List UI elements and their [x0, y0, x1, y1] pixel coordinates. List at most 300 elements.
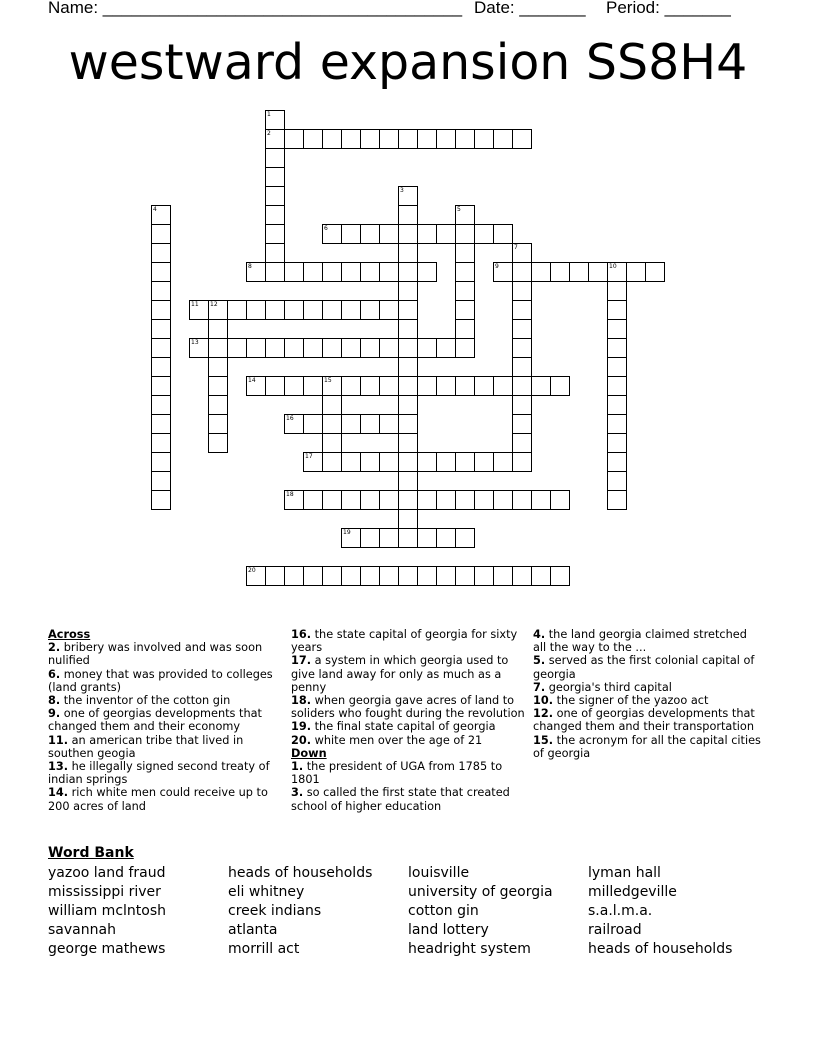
grid-cell[interactable]: [360, 129, 380, 149]
grid-cell[interactable]: [227, 338, 247, 358]
grid-cell[interactable]: [512, 395, 532, 415]
grid-cell[interactable]: [303, 129, 323, 149]
grid-cell[interactable]: [607, 319, 627, 339]
word-bank-item: railroad: [588, 922, 642, 938]
grid-cell[interactable]: [208, 414, 228, 434]
grid-cell[interactable]: [208, 300, 228, 320]
clue: 16. the state capital of georgia for sixty years: [291, 628, 518, 655]
grid-cell[interactable]: [189, 300, 209, 320]
word-bank-column: [588, 864, 732, 959]
clue-number: 8: [248, 263, 252, 270]
grid-cell[interactable]: [436, 338, 456, 358]
word-bank-item: savannah: [48, 922, 116, 938]
grid-cell[interactable]: [303, 452, 323, 472]
clue: 17. a system in which georgia used to give land away for only as much as a penny: [291, 654, 509, 694]
grid-cell[interactable]: [607, 395, 627, 415]
grid-cell[interactable]: [341, 262, 361, 282]
word-bank-item: heads of households: [588, 941, 733, 957]
grid-cell[interactable]: [645, 262, 665, 282]
grid-cell[interactable]: [341, 452, 361, 472]
grid-cell[interactable]: [493, 224, 513, 244]
grid-cell[interactable]: [474, 129, 494, 149]
clue-number: 17: [305, 453, 313, 460]
grid-cell[interactable]: [398, 566, 418, 586]
grid-cell[interactable]: [607, 357, 627, 377]
clue: 9. one of georgias developments that changed them and their economy: [48, 707, 262, 734]
clue-number: 18: [286, 491, 294, 498]
grid-cell[interactable]: [379, 452, 399, 472]
word-bank-item: land lottery: [408, 922, 489, 938]
grid-cell[interactable]: [151, 395, 171, 415]
grid-cell[interactable]: [151, 300, 171, 320]
grid-cell[interactable]: [151, 471, 171, 491]
grid-cell[interactable]: [436, 566, 456, 586]
grid-cell[interactable]: [208, 319, 228, 339]
grid-cell[interactable]: [455, 243, 475, 263]
grid-cell[interactable]: [550, 376, 570, 396]
grid-cell[interactable]: [284, 129, 304, 149]
grid-cell[interactable]: [322, 376, 342, 396]
grid-cell[interactable]: [284, 300, 304, 320]
grid-cell[interactable]: [284, 338, 304, 358]
grid-cell[interactable]: [474, 490, 494, 510]
clue-number: 14: [248, 377, 256, 384]
clue: 1. the president of UGA from 1785 to 1801: [291, 760, 503, 787]
clue-number: 2.: [48, 641, 61, 655]
grid-cell[interactable]: [455, 224, 475, 244]
page-title: westward expansion SS8H4: [68, 34, 748, 91]
grid-cell[interactable]: [341, 129, 361, 149]
grid-cell[interactable]: [208, 395, 228, 415]
grid-cell[interactable]: [246, 300, 266, 320]
grid-cell[interactable]: [360, 376, 380, 396]
clue-number: 12.: [533, 707, 554, 721]
grid-cell[interactable]: [341, 224, 361, 244]
clues-column-3: [533, 628, 763, 760]
clue-number: 3: [400, 187, 404, 194]
word-bank-item: milledgeville: [588, 884, 677, 900]
grid-cell[interactable]: [398, 319, 418, 339]
grid-cell[interactable]: [417, 566, 437, 586]
grid-cell[interactable]: [531, 566, 551, 586]
grid-cell[interactable]: [455, 376, 475, 396]
grid-cell[interactable]: [512, 490, 532, 510]
grid-cell[interactable]: [512, 357, 532, 377]
grid-cell[interactable]: [398, 262, 418, 282]
grid-cell[interactable]: [455, 319, 475, 339]
grid-cell[interactable]: [151, 357, 171, 377]
grid-cell[interactable]: [417, 262, 437, 282]
grid-cell[interactable]: [398, 490, 418, 510]
grid-cell[interactable]: [493, 490, 513, 510]
clue: 11. an american tribe that lived in southen geogia: [48, 733, 244, 760]
grid-cell[interactable]: [246, 338, 266, 358]
grid-cell[interactable]: [322, 490, 342, 510]
word-bank-item: eli whitney: [228, 884, 305, 900]
grid-cell[interactable]: [474, 452, 494, 472]
grid-cell[interactable]: [360, 224, 380, 244]
grid-cell[interactable]: [455, 262, 475, 282]
clue-number: 9.: [48, 707, 61, 721]
grid-cell[interactable]: [531, 262, 551, 282]
clue-number: 13: [191, 339, 199, 346]
grid-cell[interactable]: [455, 129, 475, 149]
grid-cell[interactable]: [455, 528, 475, 548]
grid-cell[interactable]: [303, 262, 323, 282]
clue-number: 5.: [533, 654, 546, 668]
grid-cell[interactable]: [151, 338, 171, 358]
clue-number: 14.: [48, 786, 69, 800]
clue: 3. so called the first state that created school of higher education: [291, 786, 510, 813]
grid-cell[interactable]: [512, 338, 532, 358]
grid-cell[interactable]: [417, 338, 437, 358]
grid-cell[interactable]: [493, 452, 513, 472]
clue-number: 1: [267, 111, 271, 118]
grid-cell[interactable]: [607, 490, 627, 510]
grid-cell[interactable]: [322, 414, 342, 434]
grid-cell[interactable]: [246, 376, 266, 396]
grid-cell[interactable]: [265, 224, 285, 244]
clues-column-2: [291, 628, 527, 813]
grid-cell[interactable]: [455, 566, 475, 586]
word-bank-item: george mathews: [48, 941, 166, 957]
grid-cell[interactable]: [151, 490, 171, 510]
grid-cell[interactable]: [436, 490, 456, 510]
grid-cell[interactable]: [398, 452, 418, 472]
clue-number: 6.: [48, 667, 61, 681]
grid-cell[interactable]: [531, 376, 551, 396]
grid-cell[interactable]: [265, 148, 285, 168]
clue: 14. rich white men could receive up to 200 acres of land: [48, 786, 268, 813]
grid-cell[interactable]: [151, 224, 171, 244]
grid-cell[interactable]: [398, 376, 418, 396]
period-field[interactable]: Period: _______: [606, 0, 731, 17]
grid-cell[interactable]: [360, 262, 380, 282]
grid-cell[interactable]: [265, 338, 285, 358]
grid-cell[interactable]: [322, 224, 342, 244]
grid-cell[interactable]: [417, 452, 437, 472]
grid-cell[interactable]: [151, 433, 171, 453]
grid-cell[interactable]: [398, 338, 418, 358]
grid-cell[interactable]: [379, 262, 399, 282]
grid-cell[interactable]: [550, 566, 570, 586]
grid-cell[interactable]: [360, 300, 380, 320]
grid-cell[interactable]: [550, 262, 570, 282]
grid-cell[interactable]: [341, 338, 361, 358]
grid-cell[interactable]: [208, 376, 228, 396]
grid-cell[interactable]: [417, 490, 437, 510]
clue-number: 17.: [291, 654, 312, 668]
clue-number: 2: [267, 130, 271, 137]
grid-cell[interactable]: [151, 262, 171, 282]
grid-cell[interactable]: [246, 262, 266, 282]
grid-cell[interactable]: [436, 129, 456, 149]
grid-cell[interactable]: [474, 376, 494, 396]
grid-cell[interactable]: [322, 395, 342, 415]
grid-cell[interactable]: [151, 205, 171, 225]
grid-cell[interactable]: [607, 300, 627, 320]
clue-number: 9: [495, 263, 499, 270]
grid-cell[interactable]: [512, 319, 532, 339]
grid-cell[interactable]: [398, 300, 418, 320]
grid-cell[interactable]: [512, 414, 532, 434]
grid-cell[interactable]: [455, 452, 475, 472]
grid-cell[interactable]: [341, 490, 361, 510]
grid-cell[interactable]: [265, 300, 285, 320]
clue-number: 13.: [48, 760, 69, 774]
grid-cell[interactable]: [379, 490, 399, 510]
clue-number: 19.: [291, 720, 312, 734]
grid-cell[interactable]: [436, 224, 456, 244]
grid-cell[interactable]: [284, 414, 304, 434]
word-bank-item: morrill act: [228, 941, 300, 957]
word-bank-item: headright system: [408, 941, 531, 957]
grid-cell[interactable]: [607, 338, 627, 358]
grid-cell[interactable]: [303, 414, 323, 434]
grid-cell[interactable]: [455, 338, 475, 358]
word-bank-item: mississippi river: [48, 884, 161, 900]
grid-cell[interactable]: [284, 376, 304, 396]
grid-cell[interactable]: [398, 509, 418, 529]
grid-cell[interactable]: [284, 262, 304, 282]
clue-number: 7: [514, 244, 518, 251]
grid-cell[interactable]: [512, 243, 532, 263]
grid-cell[interactable]: [322, 300, 342, 320]
word-bank-item: creek indians: [228, 903, 322, 919]
grid-cell[interactable]: [455, 300, 475, 320]
grid-cell[interactable]: [360, 566, 380, 586]
grid-cell[interactable]: [398, 471, 418, 491]
grid-cell[interactable]: [436, 376, 456, 396]
grid-cell[interactable]: [398, 528, 418, 548]
grid-cell[interactable]: [265, 129, 285, 149]
grid-cell[interactable]: [265, 110, 285, 130]
grid-cell[interactable]: [398, 224, 418, 244]
grid-cell[interactable]: [208, 433, 228, 453]
clue-number: 20.: [291, 733, 312, 747]
grid-cell[interactable]: [265, 262, 285, 282]
grid-cell[interactable]: [493, 129, 513, 149]
grid-cell[interactable]: [322, 129, 342, 149]
grid-cell[interactable]: [379, 528, 399, 548]
grid-cell[interactable]: [322, 338, 342, 358]
word-bank-item: s.a.l.m.a.: [588, 903, 653, 919]
clue: 18. when georgia gave acres of land to soliders who fought during the revolution: [291, 694, 525, 721]
grid-cell[interactable]: [493, 376, 513, 396]
word-bank-item: university of georgia: [408, 884, 553, 900]
grid-cell[interactable]: [151, 243, 171, 263]
grid-cell[interactable]: [512, 262, 532, 282]
grid-cell[interactable]: [512, 452, 532, 472]
grid-cell[interactable]: [360, 490, 380, 510]
clue: 15. the acronym for all the capital cities of georgia: [533, 733, 761, 760]
grid-cell[interactable]: [588, 262, 608, 282]
grid-cell[interactable]: [208, 357, 228, 377]
word-bank-item: yazoo land fraud: [48, 865, 166, 881]
clue: 5. served as the first colonial capital of georgia: [533, 654, 755, 681]
grid-cell[interactable]: [379, 566, 399, 586]
clue-number: 1.: [291, 760, 304, 774]
grid-cell[interactable]: [493, 566, 513, 586]
grid-cell[interactable]: [455, 490, 475, 510]
clue: 6. money that was provided to colleges (land grants): [48, 667, 273, 694]
grid-cell[interactable]: [151, 281, 171, 301]
clue: 13. he illegally signed second treaty of indian springs: [48, 760, 270, 787]
grid-cell[interactable]: [360, 414, 380, 434]
grid-cell[interactable]: [607, 414, 627, 434]
clue-number: 11: [191, 301, 199, 308]
clue: 4. the land georgia claimed stretched all the way to the ...: [533, 628, 747, 655]
down-heading: Down: [291, 746, 327, 760]
grid-cell[interactable]: [417, 528, 437, 548]
grid-cell[interactable]: [379, 300, 399, 320]
grid-cell[interactable]: [322, 262, 342, 282]
grid-cell[interactable]: [284, 490, 304, 510]
grid-cell[interactable]: [398, 433, 418, 453]
grid-cell[interactable]: [607, 452, 627, 472]
grid-cell[interactable]: [417, 129, 437, 149]
word-bank-item: cotton gin: [408, 903, 479, 919]
grid-cell[interactable]: [303, 338, 323, 358]
grid-cell[interactable]: [607, 376, 627, 396]
grid-cell[interactable]: [474, 566, 494, 586]
grid-cell[interactable]: [626, 262, 646, 282]
clue-number: 12: [210, 301, 218, 308]
word-bank-item: lyman hall: [588, 865, 661, 881]
grid-cell[interactable]: [569, 262, 589, 282]
grid-cell[interactable]: [512, 129, 532, 149]
clue-number: 5: [457, 206, 461, 213]
grid-cell[interactable]: [379, 414, 399, 434]
grid-cell[interactable]: [322, 433, 342, 453]
grid-cell[interactable]: [379, 129, 399, 149]
grid-cell[interactable]: [246, 566, 266, 586]
grid-cell[interactable]: [151, 376, 171, 396]
grid-cell[interactable]: [265, 376, 285, 396]
clue-number: 7.: [533, 680, 546, 694]
grid-cell[interactable]: [379, 338, 399, 358]
clue-number: 3.: [291, 786, 304, 800]
grid-cell[interactable]: [341, 414, 361, 434]
grid-cell[interactable]: [436, 528, 456, 548]
grid-cell[interactable]: [265, 205, 285, 225]
clue-number: 8.: [48, 694, 61, 708]
grid-cell[interactable]: [360, 338, 380, 358]
grid-cell[interactable]: [379, 376, 399, 396]
grid-cell[interactable]: [512, 376, 532, 396]
grid-cell[interactable]: [379, 224, 399, 244]
grid-cell[interactable]: [417, 376, 437, 396]
clue-number: 11.: [48, 733, 69, 747]
grid-cell[interactable]: [398, 414, 418, 434]
clue: 10. the signer of the yazoo act: [533, 694, 709, 708]
grid-cell[interactable]: [360, 528, 380, 548]
grid-cell[interactable]: [455, 205, 475, 225]
grid-cell[interactable]: [208, 338, 228, 358]
grid-cell[interactable]: [512, 566, 532, 586]
clue: 8. the inventor of the cotton gin: [48, 694, 231, 708]
grid-cell[interactable]: [531, 490, 551, 510]
grid-cell[interactable]: [303, 490, 323, 510]
grid-cell[interactable]: [341, 528, 361, 548]
grid-cell[interactable]: [550, 490, 570, 510]
word-bank-column: [228, 864, 372, 959]
word-bank-item: louisville: [408, 865, 470, 881]
grid-cell[interactable]: [265, 243, 285, 263]
clue-number: 20: [248, 567, 256, 574]
grid-cell[interactable]: [360, 452, 380, 472]
clue: 7. georgia's third capital: [533, 680, 672, 694]
name-field[interactable]: Name: ______________________________________: [48, 0, 463, 17]
grid-cell[interactable]: [398, 357, 418, 377]
grid-cell[interactable]: [151, 319, 171, 339]
clues-column-1: [48, 628, 273, 813]
grid-cell[interactable]: [303, 566, 323, 586]
clue-number: 10.: [533, 694, 554, 708]
grid-cell[interactable]: [493, 262, 513, 282]
clue-number: 18.: [291, 694, 312, 708]
clue-number: 6: [324, 225, 328, 232]
grid-cell[interactable]: [322, 566, 342, 586]
grid-cell[interactable]: [189, 338, 209, 358]
grid-cell[interactable]: [303, 300, 323, 320]
grid-cell[interactable]: [512, 300, 532, 320]
grid-cell[interactable]: [341, 376, 361, 396]
date-field[interactable]: Date: _______: [474, 0, 586, 17]
grid-cell[interactable]: [607, 471, 627, 491]
clue: 19. the final state capital of georgia: [291, 720, 496, 734]
word-bank-item: william mclntosh: [48, 903, 166, 919]
word-bank-column: [48, 864, 166, 959]
grid-cell[interactable]: [341, 566, 361, 586]
grid-cell[interactable]: [474, 224, 494, 244]
grid-cell[interactable]: [322, 452, 342, 472]
word-bank-item: atlanta: [228, 922, 278, 938]
grid-cell[interactable]: [512, 433, 532, 453]
grid-cell[interactable]: [151, 452, 171, 472]
grid-cell[interactable]: [417, 224, 437, 244]
grid-cell[interactable]: [607, 281, 627, 301]
grid-cell[interactable]: [436, 452, 456, 472]
word-bank-item: heads of households: [228, 865, 373, 881]
grid-cell[interactable]: [398, 243, 418, 263]
grid-cell[interactable]: [512, 281, 532, 301]
clue-number: 16: [286, 415, 294, 422]
grid-cell[interactable]: [151, 414, 171, 434]
grid-cell[interactable]: [398, 395, 418, 415]
clue-number: 16.: [291, 628, 312, 641]
grid-cell[interactable]: [265, 186, 285, 206]
grid-cell[interactable]: [265, 566, 285, 586]
grid-cell[interactable]: [341, 300, 361, 320]
grid-cell[interactable]: [227, 300, 247, 320]
grid-cell[interactable]: [607, 433, 627, 453]
grid-cell[interactable]: [265, 167, 285, 187]
grid-cell[interactable]: [284, 566, 304, 586]
clue-number: 15.: [533, 733, 554, 747]
grid-cell[interactable]: [398, 205, 418, 225]
clue-number: 19: [343, 529, 351, 536]
grid-cell[interactable]: [398, 129, 418, 149]
grid-cell[interactable]: [303, 376, 323, 396]
grid-cell[interactable]: [398, 281, 418, 301]
clue: 12. one of georgias developments that changed them and their transportation: [533, 707, 755, 734]
grid-cell[interactable]: [607, 262, 627, 282]
grid-cell[interactable]: [398, 186, 418, 206]
grid-cell[interactable]: [455, 281, 475, 301]
clue-number: 4.: [533, 628, 546, 641]
clue-number: 4: [153, 206, 157, 213]
